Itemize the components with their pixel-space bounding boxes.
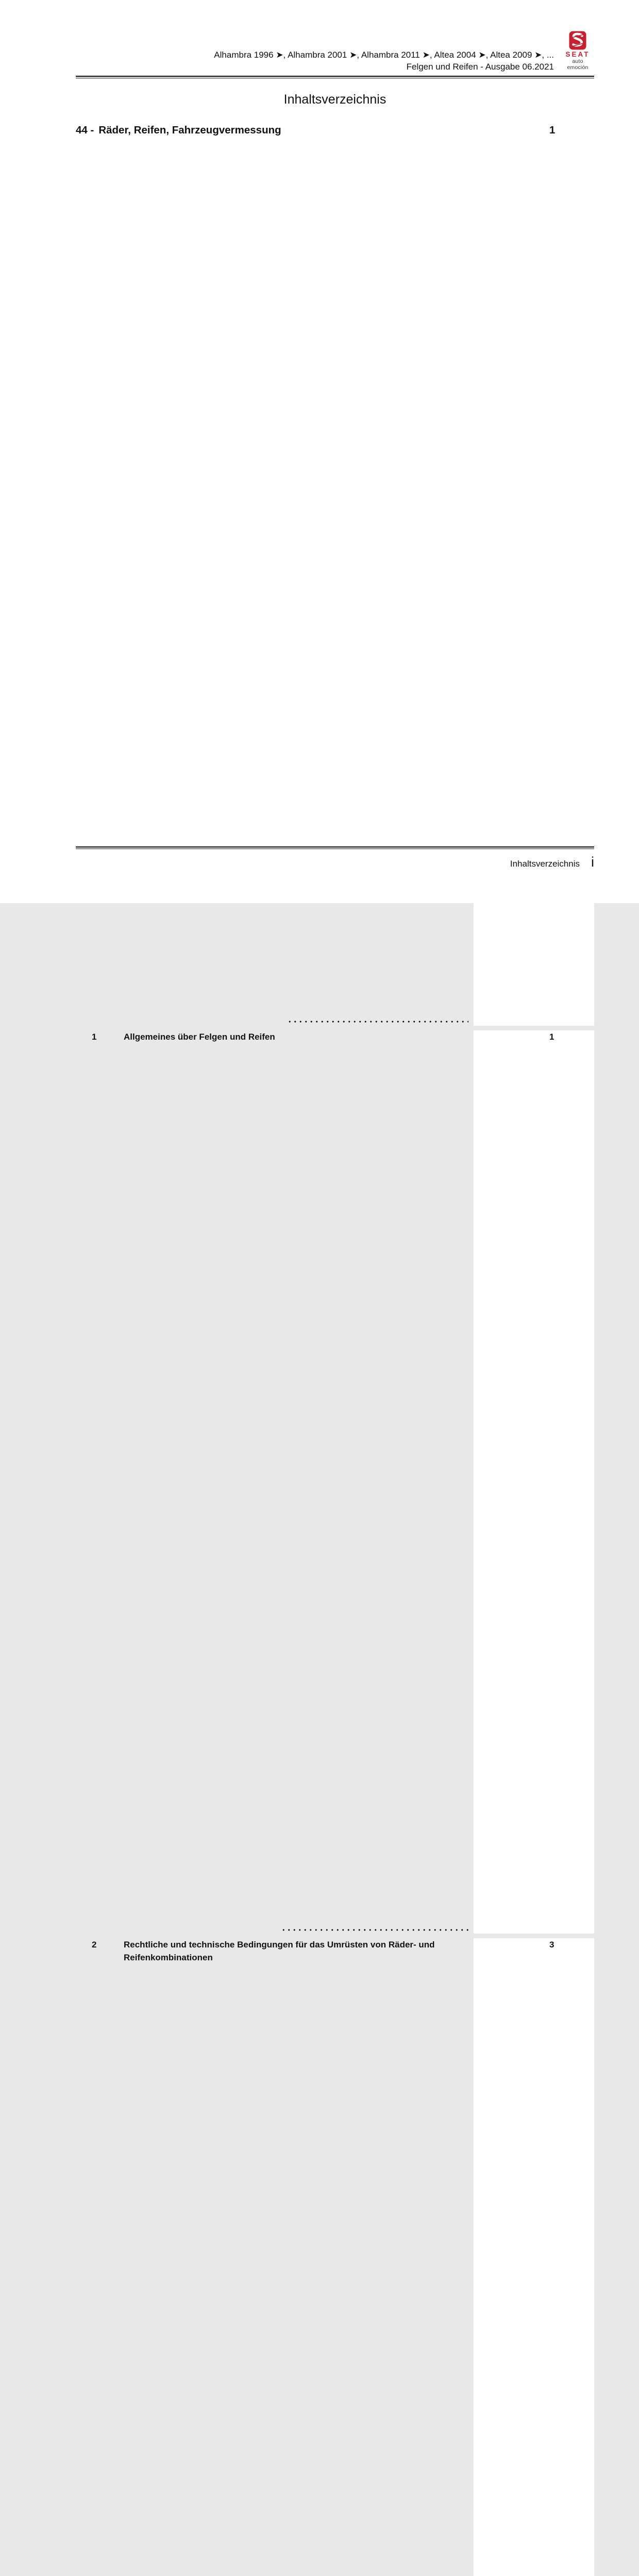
toc-entry-number: 1 xyxy=(92,1032,97,1042)
toc-entry-title: Allgemeines über Felgen und Reifen xyxy=(124,1032,275,1042)
seat-s-icon xyxy=(569,31,586,50)
header-doc-line: Felgen und Reifen - Ausgabe 06.2021 xyxy=(406,62,554,72)
header-models-line: Alhambra 1996 ➤, Alhambra 2001 ➤, Alhambra 2011 ➤, Altea 2004 ➤, Altea 2009 ➤, ... xyxy=(214,50,554,60)
seat-logo-wordmark: SEAT xyxy=(565,50,590,58)
toc-entry-row[interactable] xyxy=(76,1030,594,1934)
seat-logo-slogan: auto emoción xyxy=(567,58,588,71)
toc-entry-page: 3 xyxy=(474,1938,594,2576)
toc-entry-page: 1 xyxy=(474,123,594,1026)
seat-logo xyxy=(561,31,594,74)
dot-leader xyxy=(280,1925,468,1931)
footer-label: Inhaltsverzeichnis xyxy=(510,859,580,869)
toc-entry-title: Räder, Reifen, Fahrzeugvermessung xyxy=(98,124,281,136)
toc-chapter-row[interactable] xyxy=(76,123,594,1026)
dot-leader xyxy=(286,1016,468,1023)
toc-entry-title: Rechtliche und technische Bedingungen für das Umrüsten von Räder- und Reifenkombinationen xyxy=(124,1940,435,1962)
table-of-contents xyxy=(76,123,594,2576)
page-title: Inhaltsverzeichnis xyxy=(283,92,386,107)
page-footer xyxy=(510,855,594,869)
toc-entry-number: 2 xyxy=(92,1940,97,1950)
toc-entry-row[interactable] xyxy=(76,1938,594,2576)
toc-entry-number: 44 - xyxy=(76,124,94,136)
header-text xyxy=(76,49,561,74)
header-rule xyxy=(76,76,594,78)
toc-entry-page: 1 xyxy=(474,1030,594,1934)
page-header xyxy=(76,0,594,74)
footer-rule xyxy=(76,846,594,849)
footer-page-number: i xyxy=(591,854,594,870)
